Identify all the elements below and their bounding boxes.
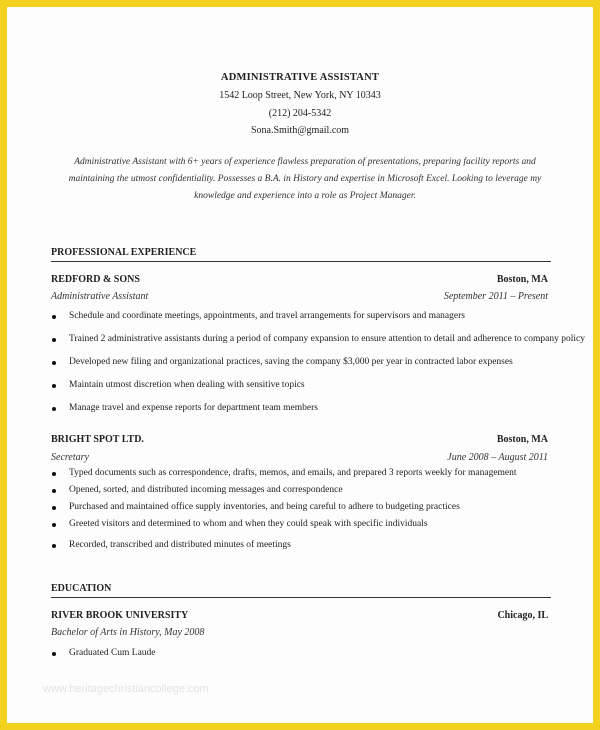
experience-heading: PROFESSIONAL EXPERIENCE (51, 246, 551, 262)
list-item: Graduated Cum Laude (51, 648, 156, 665)
list-item: Developed new filing and organizational practices, saving the company $3,000 per year in contracted labor expenses (51, 357, 585, 380)
list-item: Greeted visitors and determined to whom and when they could speak with specific individuals (51, 519, 517, 540)
list-item: Maintain utmost discretion when dealing with sensitive topics (51, 380, 585, 403)
education-heading: EDUCATION (51, 582, 551, 598)
list-item: Trained 2 administrative assistants during a period of company expansion to ensure attention to detail and adherence to company policy (51, 334, 585, 357)
job-1-bullets (51, 311, 585, 426)
school-location: Chicago, IL (497, 610, 548, 621)
degree-text: Bachelor of Arts in History, May 2008 (51, 627, 205, 638)
job-1-location: Boston, MA (496, 274, 548, 285)
address-text: 1542 Loop Street, New York, NY 10343 (219, 90, 381, 101)
job-1-dates: September 2011 – Present (443, 291, 548, 302)
job-1-company: REDFORD & SONS (51, 274, 140, 285)
resume-header (7, 69, 593, 140)
list-item: Manage travel and expense reports for department team members (51, 403, 585, 426)
bullet-icon (52, 506, 56, 510)
job-2-bullets (51, 468, 517, 557)
list-item: Typed documents such as correspondence, drafts, memos, and emails, and prepared 3 reports weekly for management (51, 468, 517, 485)
job-2-title: Secretary (51, 452, 89, 463)
job-title-heading: ADMINISTRATIVE ASSISTANT (220, 72, 380, 83)
job-2-location: Boston, MA (496, 434, 548, 445)
bullet-icon (52, 523, 56, 527)
bullet-icon (52, 472, 56, 476)
bullet-icon (52, 407, 56, 411)
bullet-icon (52, 652, 56, 656)
education-bullets (51, 648, 156, 665)
bullet-icon (52, 384, 56, 388)
job-2-dates: June 2008 – August 2011 (447, 452, 548, 463)
resume-page (7, 7, 593, 723)
job-2-company: BRIGHT SPOT LTD. (51, 434, 144, 445)
bullet-icon (52, 489, 56, 493)
list-item: Opened, sorted, and distributed incoming messages and correspondence (51, 485, 517, 502)
phone-text: (212) 204-5342 (268, 107, 332, 119)
list-item: Recorded, transcribed and distributed minutes of meetings (51, 540, 517, 557)
email-text: Sona.Smith@gmail.com (250, 125, 350, 136)
bullet-icon (52, 361, 56, 365)
watermark-text: www.heritagechristiancollege.com (43, 683, 209, 695)
bullet-icon (52, 544, 56, 548)
school-name: RIVER BROOK UNIVERSITY (51, 610, 189, 621)
job-1-title: Administrative Assistant (51, 291, 149, 302)
bullet-icon (52, 338, 56, 342)
list-item: Purchased and maintained office supply inventories, and being careful to adhere to budgeting practices (51, 502, 517, 519)
list-item: Schedule and coordinate meetings, appointments, and travel arrangements for supervisors and managers (51, 311, 585, 334)
summary-paragraph: Administrative Assistant with 6+ years of experience flawless preparation of presentations, preparing facility reports and maintaining the utmost confidentiality. Possesses a B.A. in History and expertise in Microsoft Excel. Looking to leverage my knowledge and experience into a role as Project Manager. (68, 157, 542, 201)
bullet-icon (52, 315, 56, 319)
